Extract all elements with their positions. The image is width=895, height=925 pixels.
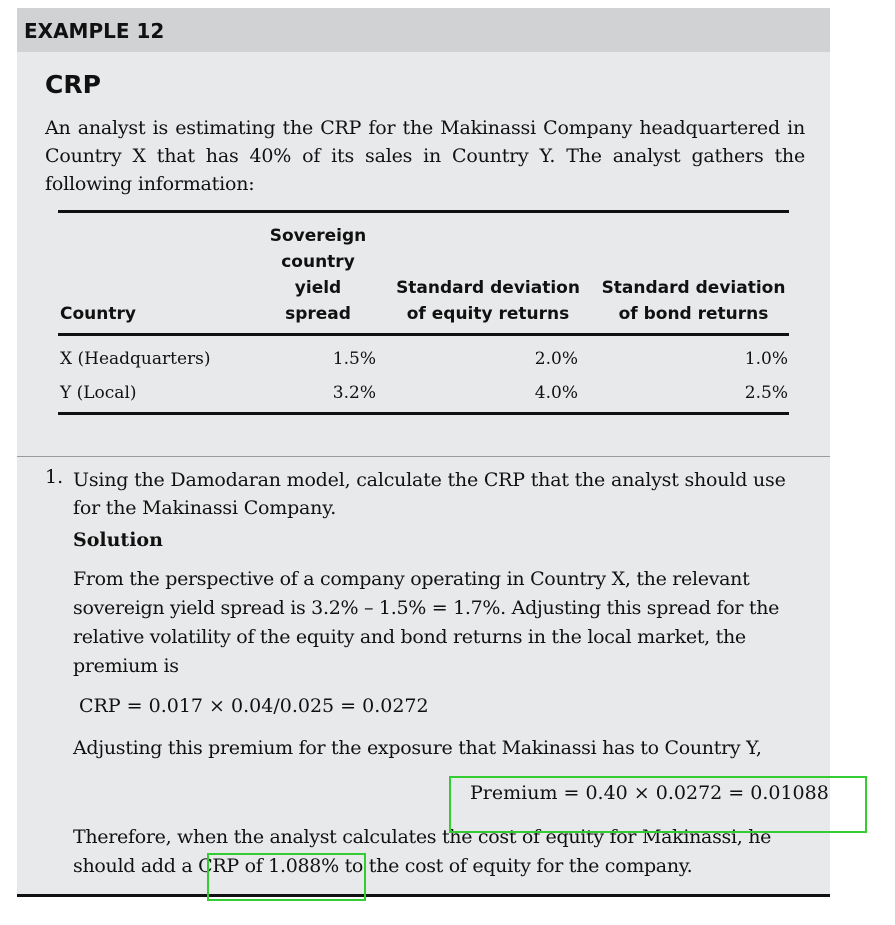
header-equity-line2: of equity returns [406, 304, 570, 324]
header-spread-line3: yield [294, 278, 342, 298]
example-panel [17, 8, 830, 897]
conclusion-before: Therefore, when the analyst calculates the cost of equity for Makinassi, he should add a [73, 826, 772, 877]
cell-country: X (Headquarters) [60, 349, 211, 369]
table-body [58, 336, 789, 412]
header-bond-line2: of bond returns [618, 304, 769, 324]
question-text: Using the Damodaran model, calculate the CRP that the analyst should use for the Makinassi Company. [73, 469, 786, 519]
header-spread-line4: spread [285, 304, 351, 324]
cell-equity-sd: 4.0% [534, 383, 578, 403]
header-country: Country [60, 304, 136, 324]
question-number: 1. [45, 466, 64, 488]
table-row [58, 342, 789, 376]
cell-spread: 3.2% [332, 383, 376, 403]
cell-spread: 1.5% [332, 349, 376, 369]
table-header [58, 213, 789, 333]
conclusion-after: to the cost of equity for the company. [338, 855, 693, 877]
cell-bond-sd: 2.5% [744, 383, 788, 403]
header-bond-line1: Standard deviation [601, 278, 786, 298]
example-header: EXAMPLE 12 [17, 8, 830, 52]
header-equity-line1: Standard deviation [396, 278, 580, 298]
cell-bond-sd: 1.0% [744, 349, 788, 369]
crp-equation: CRP = 0.017 × 0.04/0.025 = 0.0272 [79, 695, 429, 717]
header-spread-line2: country [281, 252, 355, 272]
cell-country: Y (Local) [60, 383, 137, 403]
data-table [58, 210, 789, 415]
cell-equity-sd: 2.0% [534, 349, 578, 369]
solution-paragraph: From the perspective of a company operating in Country X, the relevant sovereign yield spread is 3.2% – 1.5% = 1.7%. Adjusting this spread for the relative volatility of the equity and bond returns in the local market, the premium is [73, 568, 780, 677]
conclusion-highlight: CRP of 1.088% [198, 855, 339, 877]
header-spread-line1: Sovereign [269, 226, 367, 246]
crp-highlight-box [207, 853, 366, 901]
adjust-paragraph: Adjusting this premium for the exposure that Makinassi has to Country Y, [73, 737, 762, 759]
table-row [58, 376, 789, 410]
table-bottom-rule [58, 412, 789, 415]
section-divider [17, 456, 830, 457]
header-bond-sd [596, 275, 791, 327]
premium-equation: Premium = 0.40 × 0.0272 = 0.01088 [470, 782, 829, 804]
header-yield-spread [268, 223, 368, 327]
header-equity-sd [393, 275, 583, 327]
premium-highlight-box [449, 776, 867, 833]
example-title: CRP [45, 70, 101, 99]
intro-paragraph: An analyst is estimating the CRP for the Makinassi Company headquartered in Country X that has 40% of its sales in Country Y. The analyst gathers the following information: [45, 117, 805, 195]
solution-heading: Solution [73, 529, 163, 551]
